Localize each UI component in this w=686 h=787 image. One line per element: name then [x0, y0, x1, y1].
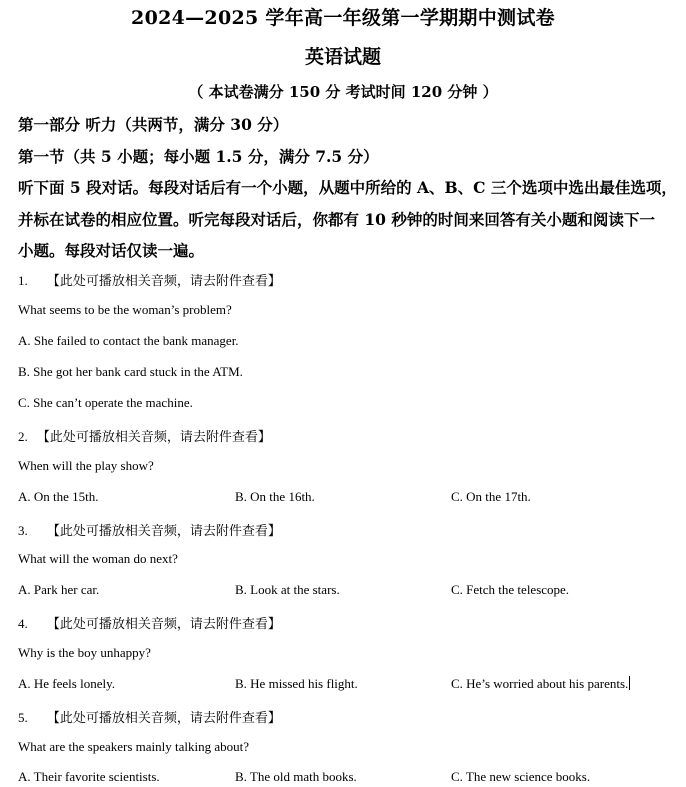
question-4-audio-row	[18, 613, 281, 632]
question-1-option-b[interactable]: B. She got her bank card stuck in the ATM.	[18, 364, 243, 379]
question-4-option-b[interactable]: B. He missed his flight.	[235, 676, 358, 691]
question-number: 4.	[18, 616, 28, 631]
question-4-option-a[interactable]: A. He feels lonely.	[18, 676, 115, 691]
question-3-option-b[interactable]: B. Look at the stars.	[235, 582, 340, 597]
question-number: 1.	[18, 273, 28, 288]
question-5-option-b[interactable]: B. The old math books.	[235, 769, 357, 784]
question-number: 2.	[18, 429, 28, 444]
text-cursor	[629, 676, 630, 690]
instruction-line-3: 小题。每段对话仅读一遍。	[18, 241, 205, 260]
exam-subtitle: 英语试题	[304, 46, 381, 68]
question-5-option-a[interactable]: A. Their favorite scientists.	[18, 769, 160, 784]
question-2-option-c[interactable]: C. On the 17th.	[451, 489, 531, 504]
instruction-line-2: 并标在试卷的相应位置。听完每段对话后，你都有 10 秒钟的时间来回答有关小题和阅读下一	[18, 210, 655, 229]
exam-note: （ 本试卷满分 150 分 考试时间 120 分钟 ）	[188, 83, 498, 101]
question-5-option-c[interactable]: C. The new science books.	[451, 769, 591, 784]
question-1-option-a[interactable]: A. She failed to contact the bank manager.	[18, 333, 239, 348]
question-1-option-c[interactable]: C. She can’t operate the machine.	[18, 395, 193, 410]
question-4-option-c-wrapper[interactable]	[451, 676, 630, 692]
question-2-option-a[interactable]: A. On the 15th.	[18, 489, 99, 504]
question-1-audio-row	[18, 270, 281, 289]
audio-placeholder-link[interactable]: 【此处可播放相关音频，请去附件查看】	[46, 617, 281, 632]
exam-title: 2024—2025 学年高一年级第一学期期中测试卷	[131, 7, 555, 29]
audio-placeholder-link[interactable]: 【此处可播放相关音频，请去附件查看】	[36, 430, 271, 445]
question-number: 3.	[18, 523, 28, 538]
question-5-text: What are the speakers mainly talking about?	[18, 739, 250, 754]
question-5-audio-row	[18, 707, 281, 726]
question-1-text: What seems to be the woman’s problem?	[18, 302, 232, 317]
question-number: 5.	[18, 710, 28, 725]
audio-placeholder-link[interactable]: 【此处可播放相关音频，请去附件查看】	[46, 524, 281, 539]
question-2-option-b[interactable]: B. On the 16th.	[235, 489, 315, 504]
question-4-option-c[interactable]: C. He’s worried about his parents.	[451, 676, 629, 691]
section-heading: 第一节（共 5 小题；每小题 1.5 分，满分 7.5 分）	[18, 147, 379, 166]
question-3-option-c[interactable]: C. Fetch the telescope.	[451, 582, 570, 597]
audio-placeholder-link[interactable]: 【此处可播放相关音频，请去附件查看】	[46, 711, 281, 726]
audio-placeholder-link[interactable]: 【此处可播放相关音频，请去附件查看】	[46, 274, 281, 289]
question-3-audio-row	[18, 520, 281, 539]
question-2-audio-row	[18, 426, 271, 445]
question-3-text: What will the woman do next?	[18, 551, 178, 566]
question-2-text: When will the play show?	[18, 458, 154, 473]
instruction-line-1: 听下面 5 段对话。每段对话后有一个小题，从题中所给的 A、B、C 三个选项中选出最佳选项，	[18, 178, 677, 197]
question-4-text: Why is the boy unhappy?	[18, 645, 151, 660]
part-heading: 第一部分 听力（共两节，满分 30 分）	[18, 115, 289, 134]
question-3-option-a[interactable]: A. Park her car.	[18, 582, 100, 597]
